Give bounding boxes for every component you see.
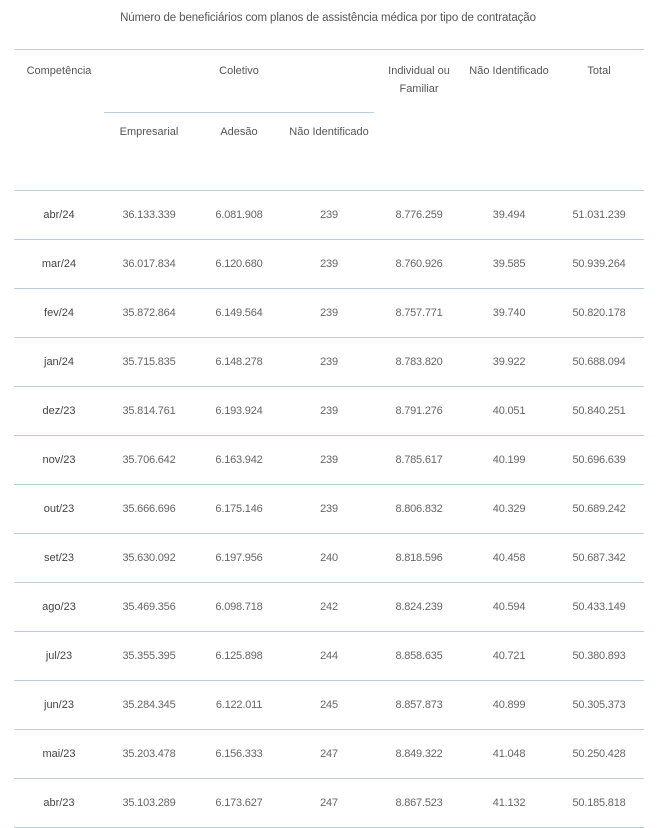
cell-empresarial: 35.706.642 xyxy=(104,436,194,485)
cell-adesao: 6.081.908 xyxy=(194,191,284,240)
table-row xyxy=(14,681,644,730)
cell-adesao: 6.098.718 xyxy=(194,583,284,632)
cell-competencia: jan/24 xyxy=(14,338,104,387)
cell-empresarial: 36.017.834 xyxy=(104,240,194,289)
cell-total: 50.305.373 xyxy=(554,681,644,730)
cell-total: 50.820.178 xyxy=(554,289,644,338)
cell-competencia: dez/23 xyxy=(14,387,104,436)
cell-nao-id-coletivo: 244 xyxy=(284,632,374,681)
cell-total: 50.688.094 xyxy=(554,338,644,387)
cell-nao-id-coletivo: 239 xyxy=(284,436,374,485)
cell-nao-id-coletivo: 247 xyxy=(284,779,374,828)
cell-empresarial: 35.630.092 xyxy=(104,534,194,583)
cell-competencia: nov/23 xyxy=(14,436,104,485)
table-header xyxy=(14,50,644,191)
cell-empresarial: 35.355.395 xyxy=(104,632,194,681)
cell-individual: 8.867.523 xyxy=(374,779,464,828)
cell-individual: 8.785.617 xyxy=(374,436,464,485)
header-adesao: Adesão xyxy=(220,126,258,138)
cell-adesao: 6.175.146 xyxy=(194,485,284,534)
cell-empresarial: 35.666.696 xyxy=(104,485,194,534)
cell-individual: 8.760.926 xyxy=(374,240,464,289)
cell-competencia: ago/23 xyxy=(14,583,104,632)
cell-nao-id-coletivo: 247 xyxy=(284,730,374,779)
cell-nao-id: 40.051 xyxy=(464,387,554,436)
header-nao-identificado-coletivo: Não Identificado xyxy=(289,126,369,138)
cell-competencia: out/23 xyxy=(14,485,104,534)
cell-competencia: mai/23 xyxy=(14,730,104,779)
cell-empresarial: 35.469.356 xyxy=(104,583,194,632)
cell-total: 50.696.639 xyxy=(554,436,644,485)
cell-adesao: 6.149.564 xyxy=(194,289,284,338)
table-row xyxy=(14,632,644,681)
cell-nao-id-coletivo: 240 xyxy=(284,534,374,583)
cell-total: 50.939.264 xyxy=(554,240,644,289)
cell-nao-id: 41.048 xyxy=(464,730,554,779)
cell-nao-id: 39.494 xyxy=(464,191,554,240)
cell-individual: 8.757.771 xyxy=(374,289,464,338)
cell-nao-id: 40.458 xyxy=(464,534,554,583)
header-nao-identificado: Não Identificado xyxy=(464,50,554,191)
cell-competencia: jun/23 xyxy=(14,681,104,730)
cell-empresarial: 35.284.345 xyxy=(104,681,194,730)
cell-nao-id: 39.585 xyxy=(464,240,554,289)
table-row xyxy=(14,289,644,338)
table-row xyxy=(14,191,644,240)
cell-individual: 8.783.820 xyxy=(374,338,464,387)
cell-competencia: abr/24 xyxy=(14,191,104,240)
cell-total: 50.840.251 xyxy=(554,387,644,436)
table-title: Número de beneficiários com planos de assistência médica por tipo de contratação xyxy=(120,12,536,24)
cell-empresarial: 35.715.835 xyxy=(104,338,194,387)
table-row xyxy=(14,730,644,779)
cell-nao-id: 39.740 xyxy=(464,289,554,338)
cell-adesao: 6.193.924 xyxy=(194,387,284,436)
cell-individual: 8.849.322 xyxy=(374,730,464,779)
header-competencia: Competência xyxy=(14,50,104,191)
cell-competencia: abr/23 xyxy=(14,779,104,828)
header-individual-familiar: Individual ou Familiar xyxy=(374,50,464,191)
table-row xyxy=(14,387,644,436)
table-row xyxy=(14,534,644,583)
cell-competencia: jul/23 xyxy=(14,632,104,681)
cell-adesao: 6.148.278 xyxy=(194,338,284,387)
cell-adesao: 6.197.956 xyxy=(194,534,284,583)
cell-nao-id-coletivo: 239 xyxy=(284,240,374,289)
cell-total: 50.185.818 xyxy=(554,779,644,828)
header-total: Total xyxy=(554,50,644,191)
cell-total: 51.031.239 xyxy=(554,191,644,240)
cell-total: 50.433.149 xyxy=(554,583,644,632)
cell-empresarial: 35.103.289 xyxy=(104,779,194,828)
cell-nao-id-coletivo: 239 xyxy=(284,289,374,338)
table-body xyxy=(14,191,644,828)
cell-nao-id: 40.594 xyxy=(464,583,554,632)
cell-individual: 8.818.596 xyxy=(374,534,464,583)
cell-nao-id: 40.899 xyxy=(464,681,554,730)
cell-empresarial: 35.814.761 xyxy=(104,387,194,436)
cell-nao-id: 40.329 xyxy=(464,485,554,534)
cell-individual: 8.776.259 xyxy=(374,191,464,240)
cell-nao-id-coletivo: 239 xyxy=(284,191,374,240)
cell-competencia: fev/24 xyxy=(14,289,104,338)
cell-nao-id: 41.132 xyxy=(464,779,554,828)
cell-empresarial: 35.872.864 xyxy=(104,289,194,338)
table-row xyxy=(14,436,644,485)
table-row xyxy=(14,240,644,289)
cell-individual: 8.858.635 xyxy=(374,632,464,681)
beneficiaries-table xyxy=(14,49,644,828)
cell-adesao: 6.163.942 xyxy=(194,436,284,485)
table-row xyxy=(14,338,644,387)
cell-nao-id: 39.922 xyxy=(464,338,554,387)
cell-adesao: 6.122.011 xyxy=(194,681,284,730)
cell-total: 50.687.342 xyxy=(554,534,644,583)
cell-adesao: 6.156.333 xyxy=(194,730,284,779)
cell-nao-id-coletivo: 239 xyxy=(284,387,374,436)
cell-individual: 8.857.873 xyxy=(374,681,464,730)
cell-adesao: 6.120.680 xyxy=(194,240,284,289)
cell-nao-id: 40.721 xyxy=(464,632,554,681)
cell-individual: 8.791.276 xyxy=(374,387,464,436)
table-row xyxy=(14,583,644,632)
cell-total: 50.250.428 xyxy=(554,730,644,779)
cell-nao-id-coletivo: 245 xyxy=(284,681,374,730)
cell-individual: 8.824.239 xyxy=(374,583,464,632)
cell-empresarial: 35.203.478 xyxy=(104,730,194,779)
cell-total: 50.689.242 xyxy=(554,485,644,534)
cell-adesao: 6.125.898 xyxy=(194,632,284,681)
header-empresarial: Empresarial xyxy=(119,126,179,138)
cell-empresarial: 36.133.339 xyxy=(104,191,194,240)
cell-adesao: 6.173.627 xyxy=(194,779,284,828)
cell-nao-id-coletivo: 239 xyxy=(284,485,374,534)
cell-nao-id: 40.199 xyxy=(464,436,554,485)
cell-competencia: mar/24 xyxy=(14,240,104,289)
cell-nao-id-coletivo: 239 xyxy=(284,338,374,387)
cell-competencia: set/23 xyxy=(14,534,104,583)
cell-nao-id-coletivo: 242 xyxy=(284,583,374,632)
cell-individual: 8.806.832 xyxy=(374,485,464,534)
cell-total: 50.380.893 xyxy=(554,632,644,681)
table-row xyxy=(14,485,644,534)
table-row xyxy=(14,779,644,828)
header-coletivo: Coletivo xyxy=(104,50,374,113)
